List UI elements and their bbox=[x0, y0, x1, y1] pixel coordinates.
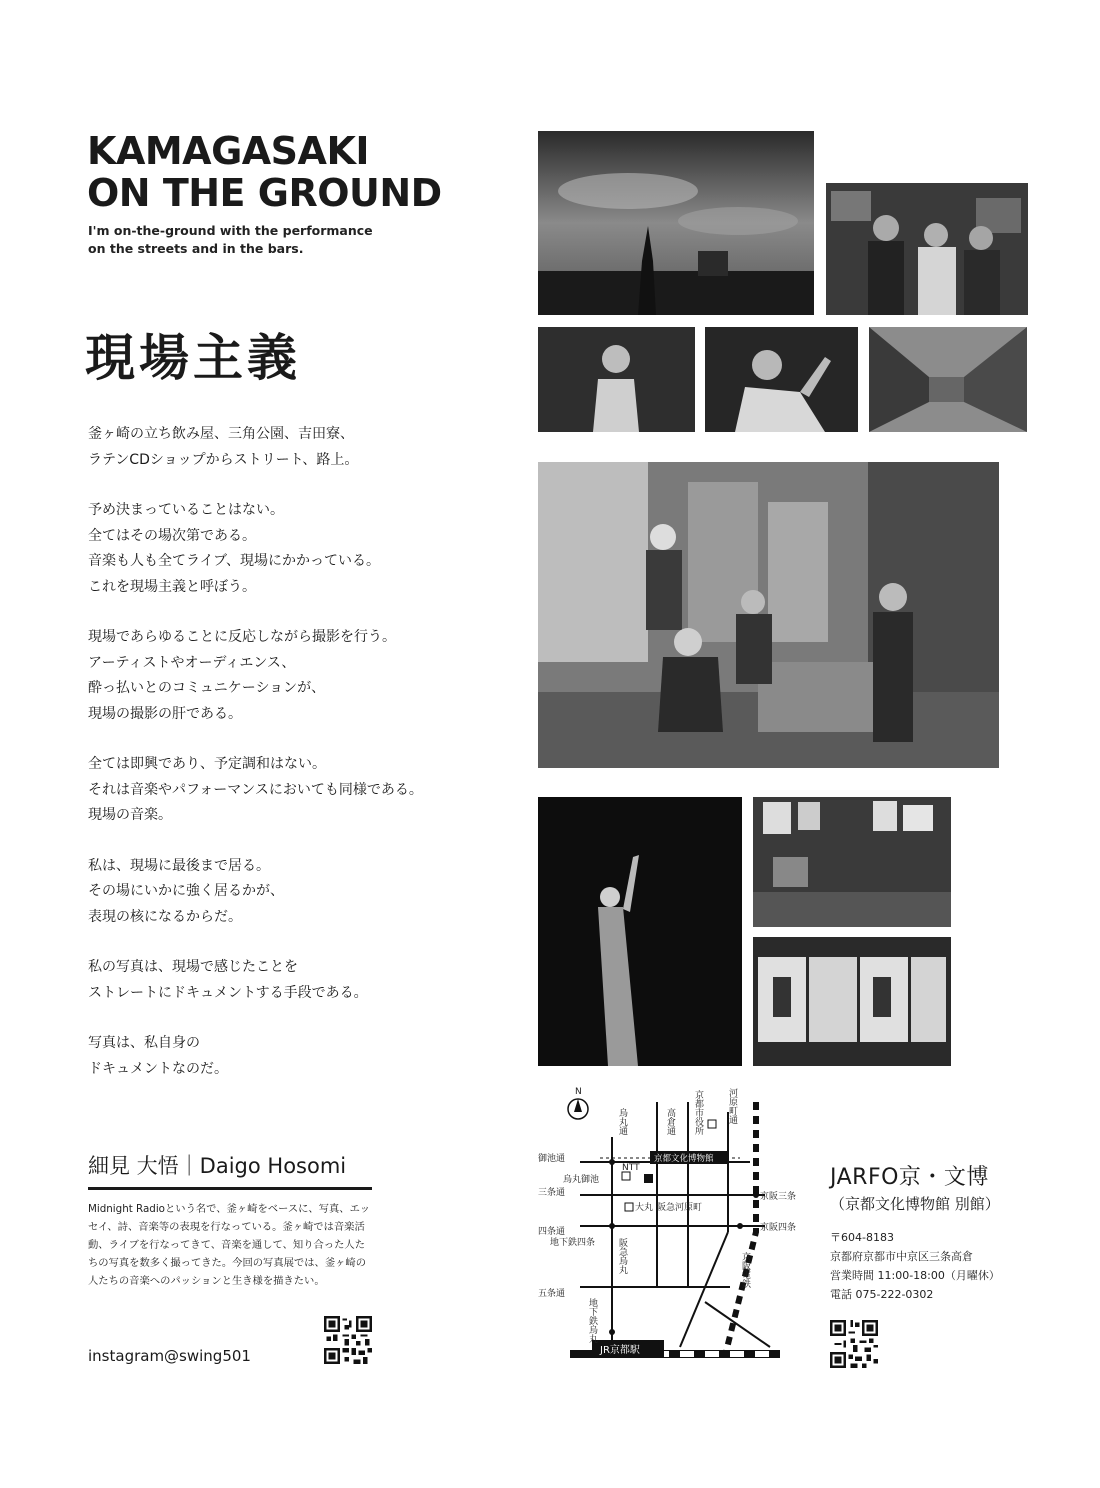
photo-street-group bbox=[538, 462, 999, 768]
map-jr-kyoto-station: JR京都駅 bbox=[600, 1345, 640, 1356]
map-museum-label: 京都文化博物館 bbox=[654, 1154, 714, 1164]
map-daimaru: 大丸 bbox=[635, 1203, 654, 1213]
map-station-karasuma-oike: 烏丸御池 bbox=[563, 1175, 600, 1185]
map-street-kawaramachi: 河原町通 bbox=[727, 1088, 737, 1124]
venue-qr-code-icon[interactable] bbox=[830, 1320, 878, 1368]
map-keihan-shijo: 京阪四条 bbox=[760, 1223, 797, 1233]
map-street-takakura: 高倉通 bbox=[665, 1108, 675, 1135]
instagram-handle[interactable]: instagram@swing501 bbox=[88, 1347, 251, 1365]
map-subway-shijo: 地下鉄四条 bbox=[550, 1238, 596, 1248]
manifesto-paragraph: 写真は、私自身の ドキュメントなのだ。 bbox=[88, 1035, 228, 1077]
title-line-2: ON THE GROUND bbox=[87, 171, 442, 215]
author-divider bbox=[88, 1187, 372, 1190]
exhibition-title bbox=[87, 130, 442, 214]
photo-three-musicians bbox=[826, 183, 1028, 315]
venue-info bbox=[830, 1228, 1000, 1304]
photo-sky-performer bbox=[538, 131, 814, 315]
map-city-hall: 京都市役所 bbox=[693, 1090, 703, 1135]
photo-noren-curtain bbox=[753, 937, 951, 1066]
photo-man-vest bbox=[538, 327, 695, 432]
manifesto-text bbox=[88, 422, 488, 1107]
photo-shop-counter bbox=[753, 797, 951, 927]
map-street-sanjo: 三条通 bbox=[538, 1188, 566, 1198]
manifesto-paragraph: 私は、現場に最後まで居る。 その場にいかに強く居るかが、 表現の核になるからだ。 bbox=[88, 857, 284, 925]
title-line-1: KAMAGASAKI bbox=[87, 129, 370, 173]
map-hankyu-karasuma: 阪急烏丸 bbox=[617, 1238, 627, 1274]
map-keihan-line: 京阪電鉄 bbox=[740, 1252, 750, 1288]
map-keihan-sanjo: 京阪三条 bbox=[760, 1192, 797, 1202]
map-subway-karasuma: 地下鉄烏丸 bbox=[587, 1298, 597, 1343]
map-street-karasuma: 烏丸通 bbox=[617, 1108, 627, 1135]
heading-genba-shugi: 現場主義 bbox=[85, 328, 301, 387]
manifesto-paragraph: 私の写真は、現場で感じたことを ストレートにドキュメントする手段である。 bbox=[88, 959, 368, 1001]
map-ntt: NTT bbox=[622, 1163, 640, 1173]
venue-hours: 営業時間 11:00-18:00（月曜休） bbox=[830, 1269, 1000, 1282]
exhibition-subtitle bbox=[88, 222, 373, 258]
author-name: 細見 大悟｜Daigo Hosomi bbox=[88, 1154, 347, 1178]
venue-postal: 〒604-8183 bbox=[830, 1231, 894, 1244]
photo-alley bbox=[869, 327, 1027, 432]
manifesto-paragraph: 予め決まっていることはない。 全てはその場次第である。 音楽も人も全てライブ、現場にかかっている。 これを現場主義と呼ぼう。 bbox=[88, 502, 381, 595]
map-street-oike: 御池通 bbox=[538, 1154, 566, 1164]
venue-address: 京都府京都市中京区三条高倉 bbox=[830, 1250, 973, 1263]
manifesto-paragraph: 全ては即興であり、予定調和はない。 それは音楽やパフォーマンスにおいても同様である。 現場の音楽。 bbox=[88, 756, 423, 823]
map-hankyu-kawaramachi: 阪急河原町 bbox=[657, 1203, 703, 1213]
subtitle-line-2: on the streets and in the bars. bbox=[88, 241, 304, 256]
subtitle-line-1: I'm on-the-ground with the performance bbox=[88, 223, 373, 238]
access-map bbox=[530, 1082, 797, 1372]
map-north-label: N bbox=[575, 1087, 582, 1097]
venue-name: JARFO京・文博 bbox=[830, 1165, 989, 1190]
map-street-gojo: 五条通 bbox=[538, 1289, 566, 1299]
manifesto-paragraph: 現場であらゆることに反応しながら撮影を行う。 アーティストやオーディエンス、 酔っ払いとのコミュニケーションが、 現場の撮影の肝である。 bbox=[88, 629, 396, 722]
venue-tel[interactable]: 電話 075-222-0302 bbox=[830, 1288, 934, 1301]
photo-man-shouting bbox=[705, 327, 858, 432]
venue-subtitle: （京都文化博物館 別館） bbox=[830, 1195, 1000, 1213]
author-bio: Midnight Radioという名で、釜ヶ崎をベースに、写真、エッセイ、詩、音楽等の表現を行なっている。釜ヶ崎では音楽活動、ライブを行なってきて、音楽を通して、知り合った人たちの写真を数多く撮ってきた。今回の写真展では、釜ヶ崎の人たちの音楽へのパッションと生き様を描きたい。 bbox=[88, 1203, 370, 1287]
author-qr-code-icon[interactable] bbox=[324, 1316, 372, 1364]
map-street-shijo: 四条通 bbox=[538, 1227, 566, 1237]
manifesto-paragraph: 釜ヶ崎の立ち飲み屋、三角公園、吉田寮、 ラテンCDショップからストリート、路上。 bbox=[88, 426, 359, 468]
photo-dancer bbox=[538, 797, 742, 1066]
